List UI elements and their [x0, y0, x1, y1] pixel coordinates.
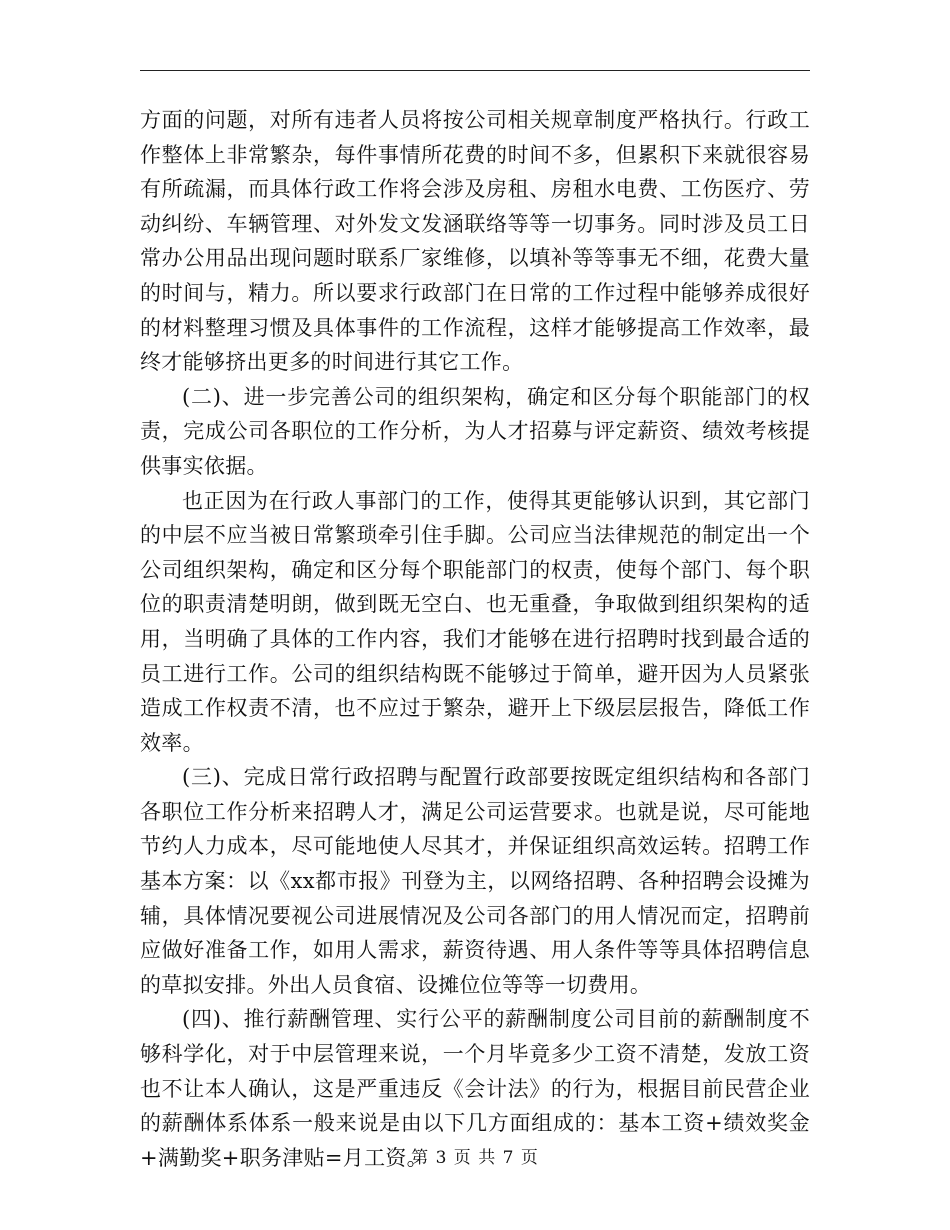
paragraph-5: (四)、推行薪酬管理、实行公平的薪酬制度公司目前的薪酬制度不够科学化，对于中层管理来说，一个月毕竟多少工资不清楚，发放工资也不让本人确认，这是严重违反《会计法》的行为，根据目前民营企业的薪酬体系体系一般来说是由以下几方面组成的：基本工资+绩效奖金+满勤奖+职务津贴=月工资。 [140, 1007, 810, 1170]
header-rule [140, 70, 810, 71]
page-number-footer: 第 3 页 共 7 页 [411, 1148, 539, 1168]
document-body [140, 103, 810, 1175]
paragraph-2: (二)、进一步完善公司的组织架构，确定和区分每个职能部门的权责，完成公司各职位的工作分析，为人才招募与评定薪资、绩效考核提供事实依据。 [140, 384, 810, 478]
paragraph-4: (三)、完成日常行政招聘与配置行政部要按既定组织结构和各部门各职位工作分析来招聘人才，满足公司运营要求。也就是说，尽可能地节约人力成本，尽可能地使人尽其才，并保证组织高效运转。招聘工作基本方案：以《xx都市报》刊登为主，以网络招聘、各种招聘会设摊为辅，具体情况要视公司进展情况及公司各部门的用人情况而定，招聘前应做好准备工作，如用人需求，薪资待遇、用人条件等等具体招聘信息的草拟安排。外出人员食宿、设摊位位等等一切费用。 [140, 765, 810, 997]
paragraph-1: 方面的问题，对所有违者人员将按公司相关规章制度严格执行。行政工作整体上非常繁杂，每件事情所花费的时间不多，但累积下来就很容易有所疏漏，而具体行政工作将会涉及房租、房租水电费、工伤医疗、劳动纠纷、车辆管理、对外发文发涵联络等等一切事务。同时涉及员工日常办公用品出现问题时联系厂家维修，以填补等等事无不细，花费大量的时间与，精力。所以要求行政部门在日常的工作过程中能够养成很好的材料整理习惯及具体事件的工作流程，这样才能够提高工作效率，最终才能够挤出更多的时间进行其它工作。 [140, 108, 810, 375]
paragraph-3: 也正因为在行政人事部门的工作，使得其更能够认识到，其它部门的中层不应当被日常繁琐牵引住手脚。公司应当法律规范的制定出一个公司组织架构，确定和区分每个职能部门的权责，使每个部门、每个职位的职责清楚明朗，做到既无空白、也无重叠，争取做到组织架构的适用，当明确了具体的工作内容，我们才能够在进行招聘时找到最合适的员工进行工作。公司的组织结构既不能够过于简单，避开因为人员紧张造成工作权责不清，也不应过于繁杂，避开上下级层层报告，降低工作效率。 [140, 488, 810, 755]
